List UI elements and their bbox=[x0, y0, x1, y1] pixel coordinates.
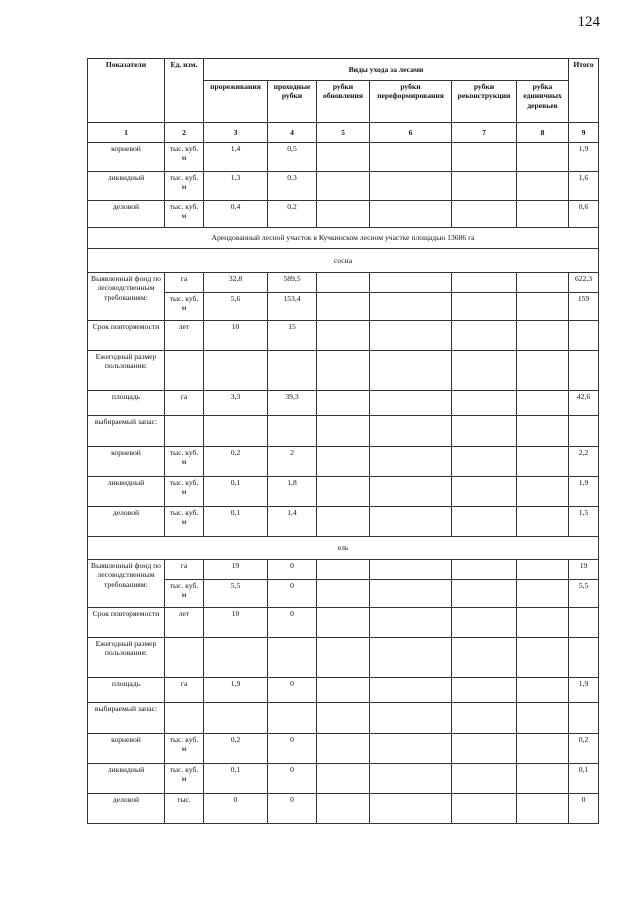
row-value bbox=[204, 351, 268, 391]
row-unit: тыс. куб. м bbox=[165, 201, 204, 228]
row-value bbox=[452, 321, 517, 351]
row-value bbox=[317, 638, 370, 678]
row-value: 0 bbox=[204, 794, 268, 824]
row-value: 0,5 bbox=[268, 143, 317, 172]
row-total: 5,5 bbox=[569, 580, 599, 608]
row-value bbox=[517, 172, 569, 201]
table-row bbox=[88, 416, 599, 447]
row-value bbox=[452, 143, 517, 172]
row-value bbox=[452, 703, 517, 734]
row-value: 1,8 bbox=[268, 477, 317, 507]
row-indicator: деловой bbox=[88, 507, 165, 537]
table-row bbox=[88, 143, 599, 172]
header-type: проходные рубки bbox=[268, 81, 317, 123]
row-value bbox=[204, 416, 268, 447]
column-number: 4 bbox=[268, 123, 317, 143]
row-value bbox=[317, 678, 370, 703]
row-value bbox=[517, 764, 569, 794]
table-row bbox=[88, 638, 599, 678]
row-total: 42,6 bbox=[569, 391, 599, 416]
row-value bbox=[517, 143, 569, 172]
table-row bbox=[88, 764, 599, 794]
row-value: 1,4 bbox=[204, 143, 268, 172]
row-total: 0,1 bbox=[569, 764, 599, 794]
row-indicator: ликвидный bbox=[88, 477, 165, 507]
row-indicator: деловой bbox=[88, 201, 165, 228]
row-unit: га bbox=[165, 560, 204, 580]
row-value: 0,2 bbox=[204, 734, 268, 764]
forest-care-table bbox=[87, 58, 599, 824]
table-row bbox=[88, 172, 599, 201]
row-value bbox=[370, 638, 452, 678]
row-value bbox=[317, 580, 370, 608]
row-total: 0,2 bbox=[569, 734, 599, 764]
row-total: 622,3 bbox=[569, 273, 599, 293]
row-value bbox=[317, 608, 370, 638]
table-row bbox=[88, 507, 599, 537]
row-value: 0 bbox=[268, 794, 317, 824]
row-total: 2,2 bbox=[569, 447, 599, 477]
row-value bbox=[268, 638, 317, 678]
column-number: 7 bbox=[452, 123, 517, 143]
row-value bbox=[517, 201, 569, 228]
row-indicator: деловой bbox=[88, 794, 165, 824]
header-type: прореживания bbox=[204, 81, 268, 123]
table-row bbox=[88, 201, 599, 228]
row-unit bbox=[165, 638, 204, 678]
row-unit: тыс. куб. м bbox=[165, 143, 204, 172]
row-value bbox=[204, 703, 268, 734]
row-value bbox=[452, 293, 517, 321]
table-row bbox=[88, 678, 599, 703]
row-unit: га bbox=[165, 273, 204, 293]
row-value: 1,3 bbox=[204, 172, 268, 201]
row-value: 0,2 bbox=[268, 201, 317, 228]
row-value bbox=[452, 351, 517, 391]
row-indicator: Ежегодный размер пользования: bbox=[88, 351, 165, 391]
row-value bbox=[517, 734, 569, 764]
row-unit: га bbox=[165, 678, 204, 703]
row-value bbox=[517, 580, 569, 608]
row-value bbox=[268, 351, 317, 391]
row-value bbox=[370, 734, 452, 764]
row-unit: тыс. куб. м bbox=[165, 293, 204, 321]
row-value: 1,4 bbox=[268, 507, 317, 537]
row-value bbox=[517, 273, 569, 293]
row-value: 2 bbox=[268, 447, 317, 477]
row-unit bbox=[165, 416, 204, 447]
table-row bbox=[88, 794, 599, 824]
row-value bbox=[204, 638, 268, 678]
row-unit: тыс. куб. м bbox=[165, 447, 204, 477]
row-value: 5,5 bbox=[204, 580, 268, 608]
row-value bbox=[517, 293, 569, 321]
row-value bbox=[370, 703, 452, 734]
row-value bbox=[452, 477, 517, 507]
row-value bbox=[317, 293, 370, 321]
row-value: 0,3 bbox=[268, 172, 317, 201]
row-value: 0,1 bbox=[204, 477, 268, 507]
row-value bbox=[517, 678, 569, 703]
row-indicator: Ежегодный размер пользования: bbox=[88, 638, 165, 678]
row-value bbox=[452, 391, 517, 416]
row-value bbox=[268, 703, 317, 734]
row-value bbox=[370, 273, 452, 293]
row-value bbox=[517, 703, 569, 734]
row-value bbox=[370, 560, 452, 580]
row-value bbox=[317, 447, 370, 477]
row-unit: га bbox=[165, 391, 204, 416]
table-row bbox=[88, 391, 599, 416]
column-number: 8 bbox=[517, 123, 569, 143]
row-value bbox=[452, 638, 517, 678]
header-type: рубка единичных деревьев bbox=[517, 81, 569, 123]
row-total bbox=[569, 608, 599, 638]
row-value: 5,6 bbox=[204, 293, 268, 321]
column-numbers-row bbox=[88, 123, 599, 143]
row-value bbox=[517, 560, 569, 580]
row-value bbox=[452, 764, 517, 794]
row-indicator: ликвидный bbox=[88, 172, 165, 201]
row-value bbox=[317, 321, 370, 351]
row-value: 10 bbox=[204, 321, 268, 351]
row-indicator: площадь bbox=[88, 391, 165, 416]
row-value bbox=[370, 794, 452, 824]
row-value bbox=[517, 507, 569, 537]
row-value bbox=[317, 794, 370, 824]
row-indicator: Выявленный фонд по лесоводственным требованиям: bbox=[88, 560, 165, 608]
row-value: 589,5 bbox=[268, 273, 317, 293]
row-value bbox=[452, 560, 517, 580]
row-value bbox=[452, 447, 517, 477]
row-unit: тыс. куб. м bbox=[165, 734, 204, 764]
row-value: 0 bbox=[268, 764, 317, 794]
section-row bbox=[88, 228, 599, 249]
column-number: 9 bbox=[569, 123, 599, 143]
row-unit: тыс. куб. м bbox=[165, 172, 204, 201]
table-row bbox=[88, 703, 599, 734]
row-total: 0 bbox=[569, 794, 599, 824]
table-row bbox=[88, 273, 599, 293]
table-row bbox=[88, 351, 599, 391]
species-title: ель bbox=[88, 537, 599, 560]
row-unit: тыс. bbox=[165, 794, 204, 824]
row-value bbox=[317, 143, 370, 172]
row-value bbox=[370, 391, 452, 416]
column-number: 3 bbox=[204, 123, 268, 143]
row-value bbox=[317, 507, 370, 537]
table-row bbox=[88, 734, 599, 764]
row-indicator: Срок повторяемости bbox=[88, 321, 165, 351]
row-value bbox=[317, 273, 370, 293]
row-value bbox=[452, 794, 517, 824]
row-value bbox=[370, 608, 452, 638]
row-value bbox=[517, 477, 569, 507]
column-number: 1 bbox=[88, 123, 165, 143]
row-indicator: ликвидный bbox=[88, 764, 165, 794]
row-total: 1,6 bbox=[569, 172, 599, 201]
table-row bbox=[88, 560, 599, 580]
table-row bbox=[88, 608, 599, 638]
header-indicator: Показатели bbox=[88, 59, 165, 123]
row-value bbox=[370, 351, 452, 391]
row-value bbox=[370, 143, 452, 172]
header-unit: Ед. изм. bbox=[165, 59, 204, 123]
row-value bbox=[370, 201, 452, 228]
row-value bbox=[317, 703, 370, 734]
row-total bbox=[569, 351, 599, 391]
row-value: 1,9 bbox=[204, 678, 268, 703]
row-unit: тыс. куб. м bbox=[165, 580, 204, 608]
row-value: 3,3 bbox=[204, 391, 268, 416]
row-value bbox=[370, 293, 452, 321]
row-unit bbox=[165, 351, 204, 391]
row-value: 19 bbox=[204, 560, 268, 580]
row-value: 0 bbox=[268, 580, 317, 608]
row-unit: тыс. куб. м bbox=[165, 507, 204, 537]
row-value bbox=[370, 447, 452, 477]
row-value: 0 bbox=[268, 734, 317, 764]
section-title: Арендованный лесной участок в Кучкинском лесном участке площадью 13686 га bbox=[88, 228, 599, 249]
row-unit: тыс. куб. м bbox=[165, 477, 204, 507]
row-value: 10 bbox=[204, 608, 268, 638]
row-value: 0 bbox=[268, 560, 317, 580]
row-value bbox=[517, 351, 569, 391]
row-unit: лет bbox=[165, 321, 204, 351]
row-value bbox=[452, 580, 517, 608]
row-value: 0,1 bbox=[204, 764, 268, 794]
species-row bbox=[88, 249, 599, 273]
row-unit: лет bbox=[165, 608, 204, 638]
row-value bbox=[452, 734, 517, 764]
table-row bbox=[88, 580, 599, 608]
row-value bbox=[517, 447, 569, 477]
row-unit: тыс. куб. м bbox=[165, 764, 204, 794]
row-indicator: Срок повторяемости bbox=[88, 608, 165, 638]
row-value bbox=[317, 734, 370, 764]
row-value bbox=[370, 477, 452, 507]
row-indicator: корневой bbox=[88, 143, 165, 172]
row-value bbox=[370, 580, 452, 608]
row-value bbox=[517, 608, 569, 638]
row-total bbox=[569, 638, 599, 678]
row-total bbox=[569, 321, 599, 351]
row-total: 1,9 bbox=[569, 143, 599, 172]
page-number: 124 bbox=[577, 14, 600, 30]
row-indicator: площадь bbox=[88, 678, 165, 703]
row-total: 159 bbox=[569, 293, 599, 321]
row-value bbox=[317, 391, 370, 416]
species-row bbox=[88, 537, 599, 560]
row-value: 153,4 bbox=[268, 293, 317, 321]
header-total: Итого bbox=[569, 59, 599, 123]
row-value: 0,4 bbox=[204, 201, 268, 228]
row-total: 1,9 bbox=[569, 678, 599, 703]
row-value: 0 bbox=[268, 608, 317, 638]
row-value: 15 bbox=[268, 321, 317, 351]
species-title: сосна bbox=[88, 249, 599, 273]
row-value bbox=[317, 351, 370, 391]
row-value bbox=[517, 416, 569, 447]
row-value bbox=[452, 507, 517, 537]
header-care-types: Виды ухода за лесами bbox=[204, 59, 569, 81]
row-value bbox=[517, 794, 569, 824]
row-value bbox=[317, 764, 370, 794]
row-value: 0,1 bbox=[204, 507, 268, 537]
row-value: 0,2 bbox=[204, 447, 268, 477]
row-total: 1,9 bbox=[569, 477, 599, 507]
column-number: 2 bbox=[165, 123, 204, 143]
row-value bbox=[517, 391, 569, 416]
row-value bbox=[268, 416, 317, 447]
row-value bbox=[452, 201, 517, 228]
row-value bbox=[317, 477, 370, 507]
table-body bbox=[88, 123, 599, 824]
row-value bbox=[317, 560, 370, 580]
row-value bbox=[317, 172, 370, 201]
row-value bbox=[370, 416, 452, 447]
header-type: рубки обновления bbox=[317, 81, 370, 123]
row-value bbox=[452, 416, 517, 447]
row-value: 32,8 bbox=[204, 273, 268, 293]
row-total: 19 bbox=[569, 560, 599, 580]
row-indicator: корневой bbox=[88, 447, 165, 477]
row-value bbox=[517, 638, 569, 678]
row-indicator: Выявленный фонд по лесоводственным требованиям: bbox=[88, 273, 165, 321]
row-value bbox=[370, 764, 452, 794]
header-type: рубки реконструкции bbox=[452, 81, 517, 123]
row-value: 39,3 bbox=[268, 391, 317, 416]
row-value bbox=[452, 273, 517, 293]
row-value bbox=[452, 172, 517, 201]
table-row bbox=[88, 477, 599, 507]
row-value bbox=[452, 678, 517, 703]
row-value bbox=[452, 608, 517, 638]
row-indicator: корневой bbox=[88, 734, 165, 764]
row-total bbox=[569, 703, 599, 734]
row-value: 0 bbox=[268, 678, 317, 703]
column-number: 6 bbox=[370, 123, 452, 143]
header-type: рубки переформирования bbox=[370, 81, 452, 123]
row-total: 0,6 bbox=[569, 201, 599, 228]
row-value bbox=[517, 321, 569, 351]
table-row bbox=[88, 293, 599, 321]
row-value bbox=[317, 201, 370, 228]
row-unit bbox=[165, 703, 204, 734]
table-row bbox=[88, 447, 599, 477]
row-value bbox=[317, 416, 370, 447]
row-total: 1,5 bbox=[569, 507, 599, 537]
table-row bbox=[88, 321, 599, 351]
row-value bbox=[370, 678, 452, 703]
row-value bbox=[370, 321, 452, 351]
row-indicator: выбираемый запас: bbox=[88, 703, 165, 734]
column-number: 5 bbox=[317, 123, 370, 143]
row-value bbox=[370, 172, 452, 201]
row-value bbox=[370, 507, 452, 537]
row-indicator: выбираемый запас: bbox=[88, 416, 165, 447]
row-total bbox=[569, 416, 599, 447]
